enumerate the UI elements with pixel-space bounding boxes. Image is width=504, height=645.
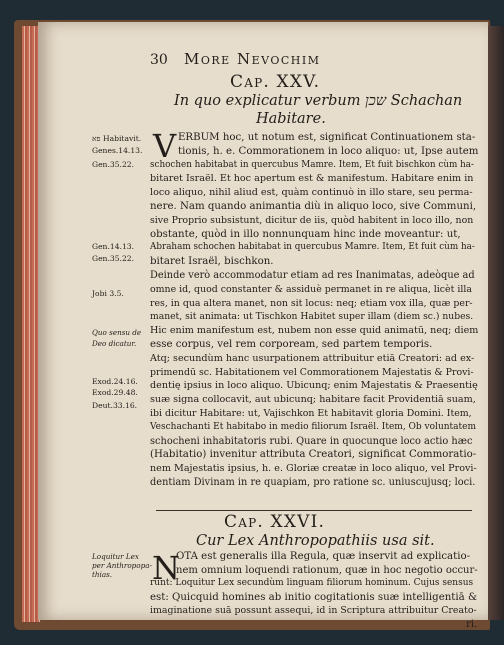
- chapter-divider: [156, 510, 472, 511]
- margin-note: per Anthropopa-: [92, 561, 152, 570]
- body-line: sive Proprio subsistunt, dicitur de iis, quòd habitent in loco illo, non: [150, 214, 474, 226]
- margin-note: Exod.29.48.: [92, 388, 138, 397]
- body-line: schochen habitabat in quercubus Mamre. Item, Et fuit bischkon cùm ha-: [150, 159, 475, 170]
- body-line: dentiam Divinam in re quapiam, pro ratione sc. uniuscujusq; loci.: [150, 477, 476, 488]
- body-line: Hic enim manifestum est, nubem non esse quid animatū, neq; diem: [150, 325, 479, 337]
- body-line: nem omnium loquendi rationum, quæ in hoc negotio occur-: [176, 564, 478, 576]
- body-line: Abraham schochen habitabat in quercubus Mamre. Item, Et fuit cùm ha-: [150, 242, 475, 253]
- body-line: ERBUM hoc, ut notum est, significat Continuationem sta-: [178, 132, 476, 143]
- body-line: Atq; secundùm hanc usurpationem attribuitur etiā Creatori: ad ex-: [150, 352, 475, 364]
- body-line: imaginatione suā possunt assequi, id in Scriptura attribuitur Creato-: [150, 605, 477, 617]
- body-line: tionis, h. e. Commorationem in loco aliquo: ut, Ipse autem: [178, 145, 479, 157]
- body-line: ibi dicitur Habitare: ut, Vajischkon Et habitavit gloria Domini. Item,: [150, 408, 472, 419]
- body-line: manet, sit animata: ut Tischkon Habitet super illam (diem sc.) nubes.: [150, 311, 474, 323]
- chapter-26-title: Cur Lex Anthropopathiis usa sit.: [196, 533, 435, 549]
- body-line: nem Majestatis ipsius, h. e. Gloriæ creatæ in loco aliquo, vel Provi-: [150, 463, 477, 475]
- margin-note: Genes.14.13.: [92, 146, 143, 155]
- body-line: (Habitatio) invenitur attributa Creatori, significat Commoratio-: [150, 449, 477, 461]
- body-line: est: Quicquid homines ab initio cogitationis suæ intelligentiā &: [150, 591, 478, 603]
- chapter-26-heading: Cap. XXVI.: [224, 512, 326, 532]
- margin-note: Deo dicatur.: [92, 339, 137, 348]
- dropcap-v: V: [153, 127, 177, 165]
- body-line: esse corpus, vel rem corpoream, sed partem temporis.: [150, 339, 433, 350]
- body-line: primendū sc. Habitationem vel Commorationem Majestatis & Provi-: [150, 366, 474, 378]
- body-line: nere. Nam quando animantia diù in aliquo loco, sive Communi,: [150, 201, 477, 212]
- body-line: ri.: [466, 619, 478, 630]
- body-line: bitaret Israël, bischkon.: [150, 256, 274, 268]
- facing-page-edge: [488, 26, 504, 620]
- margin-note: Gen.14.13.: [92, 242, 135, 251]
- body-line: obstante, quòd in illo nonnunquam hinc inde moveantur: ut,: [150, 228, 461, 240]
- margin-note: Jobi 3.5.: [92, 289, 124, 298]
- body-line: runt: Loquitur Lex secundùm linguam filiorum hominum. Cujus sensus: [150, 578, 474, 589]
- margin-note: Exod.24.16.: [92, 377, 138, 386]
- book-page: [38, 22, 488, 630]
- margin-note: פא Habitavit.: [92, 134, 142, 143]
- body-line: OTA est generalis illa Regula, quæ inservit ad explicatio-: [176, 551, 471, 562]
- body-line: omne id, quod constanter & assiduè permanet in re aliqua, licèt illa: [150, 283, 472, 295]
- margin-note: thias.: [92, 570, 113, 579]
- margin-note: Gen.35.22.: [92, 160, 135, 169]
- body-line: loco aliquo, nihil aliud est, quàm continuò in illo stare, seu perma-: [150, 187, 473, 199]
- chapter-25-title-line2: Habitare.: [256, 111, 326, 127]
- chapter-25-heading: Cap. XXV.: [230, 72, 321, 92]
- dropcap-n: N: [152, 549, 180, 587]
- body-line: dentię ipsius in loco aliquo. Ubicunq; enim Majestatis & Praesentię: [150, 380, 478, 392]
- body-line: bitaret Israël. Et hoc apertum est & manifestum. Habitare enim in: [150, 173, 474, 185]
- body-line: Deinde verò accommodatur etiam ad res Inanimatas, adeòque ad: [150, 270, 475, 281]
- body-line: schocheni inhabitatoris rubi. Quare in quocunque loco actio hæc: [150, 435, 473, 447]
- page-number: 30: [150, 52, 168, 68]
- margin-note: Loquitur Lex: [92, 552, 139, 561]
- margin-note: Gen.35.22.: [92, 254, 135, 263]
- body-line: Veschachanti Et habitabo in medio filiorum Israël. Item, Ob voluntatem: [150, 421, 476, 432]
- body-line: res, in qua altera manet, non sit locus: neq; etiam vox illa, quæ per-: [150, 297, 473, 309]
- running-title: More Nevochim: [184, 50, 321, 68]
- body-line: suæ signa collocavit, aut ubicunq; habitare facit Providentiā suam,: [150, 394, 476, 406]
- margin-note: Deut.33.16.: [92, 401, 138, 410]
- margin-note: Quo sensu de: [92, 328, 142, 337]
- chapter-25-title-line1: In quo explicatur verbum שכן Schachan: [174, 93, 463, 109]
